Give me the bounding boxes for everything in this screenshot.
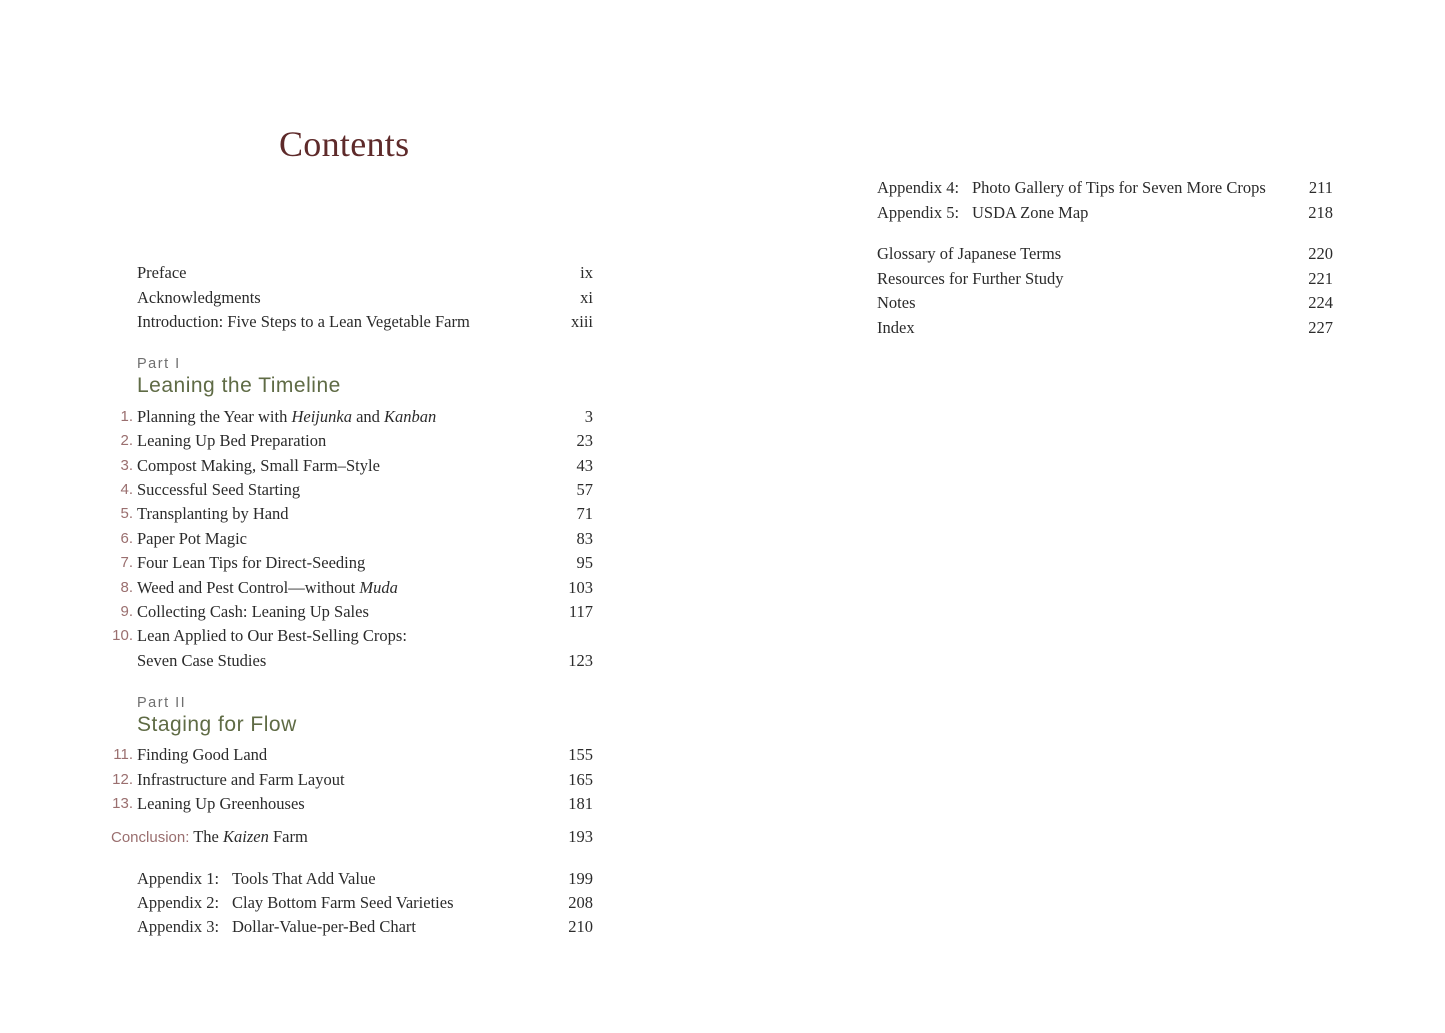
chapter-number: 9. [120,603,133,620]
toc-entry-label: Acknowledgments [137,288,261,307]
chapter-number: 10. [112,627,133,644]
toc-entry-label: Planning the Year with Heijunka and Kanban [137,407,437,426]
italic-term: Kaizen [223,827,269,846]
italic-term: Kanban [384,407,437,426]
appendix-label: Appendix 4: [877,178,960,197]
toc-chapter-13[interactable] [112,792,593,816]
toc-entry-introduction[interactable] [137,310,593,334]
toc-entry-page: 43 [576,456,593,475]
toc-entry-page: 83 [576,529,593,548]
toc-entry-label: Weed and Pest Control—without Muda [137,578,398,597]
toc-conclusion[interactable] [111,825,593,849]
appendix-title: Photo Gallery of Tips for Seven More Crops [972,178,1266,197]
appendix-title: Tools That Add Value [232,869,376,888]
toc-chapter-4[interactable] [120,478,593,502]
toc-entry-label: Four Lean Tips for Direct-Seeding [137,553,366,572]
part-2-label: Part II [137,695,187,711]
part-1-title: Leaning the Timeline [137,374,341,397]
page-title: Contents [279,124,410,164]
appendix-label: Appendix 3: [137,917,220,936]
toc-entry-label: Resources for Further Study [877,269,1064,288]
toc-entry-page: 210 [568,917,593,936]
toc-appendix-3[interactable] [137,915,593,939]
toc-entry-page: 199 [568,869,593,888]
chapter-number: 12. [112,771,133,788]
chapter-number: 5. [120,505,133,522]
toc-entry-resources[interactable] [877,267,1333,291]
toc-entry-page: 57 [576,480,593,499]
toc-entry-index[interactable] [877,316,1333,340]
toc-entry-page: 23 [576,431,593,450]
toc-entry-label: Notes [877,293,916,312]
toc-entry-label: Preface [137,263,187,282]
toc-entry-label: Leaning Up Bed Preparation [137,431,327,450]
toc-entry-label: Lean Applied to Our Best-Selling Crops: [137,626,407,645]
toc-entry-preface[interactable] [137,261,593,285]
chapter-number: 4. [120,481,133,498]
toc-appendix-4[interactable] [877,176,1333,200]
toc-chapter-3[interactable] [120,454,593,478]
toc-entry-label: Paper Pot Magic [137,529,247,548]
toc-entry-label: Introduction: Five Steps to a Lean Vegetable Farm [137,312,470,331]
toc-entry-label: Compost Making, Small Farm–Style [137,456,380,475]
toc-entry-label: Leaning Up Greenhouses [137,794,305,813]
chapter-number: 1. [120,408,133,425]
chapter-number: 6. [120,530,133,547]
toc-entry-label: Seven Case Studies [137,651,267,670]
italic-term: Heijunka [291,407,352,426]
toc-entry-page: 123 [568,651,593,670]
toc-entry-page: xiii [570,312,593,331]
toc-chapter-1[interactable] [120,405,593,429]
toc-chapter-12[interactable] [112,768,593,792]
toc-chapter-9[interactable] [120,600,593,624]
toc-entry-page: 71 [576,504,593,523]
toc-entry-page: 117 [568,602,593,621]
chapter-number: 3. [120,457,133,474]
appendix-label: Appendix 1: [137,869,220,888]
toc-entry-page: ix [580,263,593,282]
toc-chapter-6[interactable] [120,527,593,551]
toc-entry-label: Infrastructure and Farm Layout [137,770,345,789]
chapter-number: 7. [120,554,133,571]
toc-entry-page: xi [580,288,593,307]
appendix-label: Appendix 2: [137,893,220,912]
toc-entry-page: 3 [584,407,593,426]
toc-appendix-5[interactable] [877,201,1333,225]
toc-entry-page: 193 [568,827,593,846]
toc-entry-label: Index [877,318,915,337]
chapter-number: 8. [120,579,133,596]
toc-entry-label: Conclusion: The Kaizen Farm [111,827,308,846]
toc-entry-label: Successful Seed Starting [137,480,301,499]
italic-term: Muda [359,578,398,597]
toc-entry-notes[interactable] [877,291,1333,315]
appendix-title: Clay Bottom Farm Seed Varieties [232,893,454,912]
toc-chapter-7[interactable] [120,551,593,575]
appendix-label: Appendix 5: [877,203,960,222]
toc-entry-page: 227 [1308,318,1333,337]
toc-chapter-10[interactable] [112,624,593,648]
toc-entry-label: Collecting Cash: Leaning Up Sales [137,602,369,621]
chapter-number: 13. [112,795,133,812]
toc-entry-label: Glossary of Japanese Terms [877,244,1062,263]
toc-entry-page: 208 [568,893,593,912]
toc-entry-page: 95 [576,553,593,572]
appendix-title: Dollar-Value-per-Bed Chart [232,917,416,936]
toc-chapter-10-continued[interactable] [137,649,593,673]
toc-entry-page: 218 [1308,203,1333,222]
toc-entry-page: 165 [568,770,593,789]
conclusion-prefix: Conclusion: [111,829,190,846]
toc-chapter-11[interactable] [113,743,593,767]
appendix-title: USDA Zone Map [972,203,1089,222]
toc-entry-glossary[interactable] [877,242,1333,266]
toc-chapter-2[interactable] [120,429,593,453]
toc-entry-page: 224 [1308,293,1333,312]
toc-entry-page: 103 [568,578,593,597]
toc-entry-page: 221 [1308,269,1333,288]
toc-chapter-5[interactable] [120,502,593,526]
toc-entry-page: 181 [568,794,593,813]
toc-entry-page: 155 [568,745,593,764]
toc-entry-label: Transplanting by Hand [137,504,289,523]
toc-entry-label: Finding Good Land [137,745,268,764]
toc-appendix-2[interactable] [137,891,593,915]
part-1-label: Part I [137,356,181,372]
part-2-title: Staging for Flow [137,713,297,736]
toc-chapter-8[interactable] [120,576,593,600]
chapter-number: 2. [120,432,133,449]
toc-entry-page: 211 [1308,178,1333,197]
toc-entry-acknowledgments[interactable] [137,286,593,310]
toc-appendix-1[interactable] [137,867,593,891]
toc-entry-page: 220 [1308,244,1333,263]
chapter-number: 11. [113,746,133,763]
